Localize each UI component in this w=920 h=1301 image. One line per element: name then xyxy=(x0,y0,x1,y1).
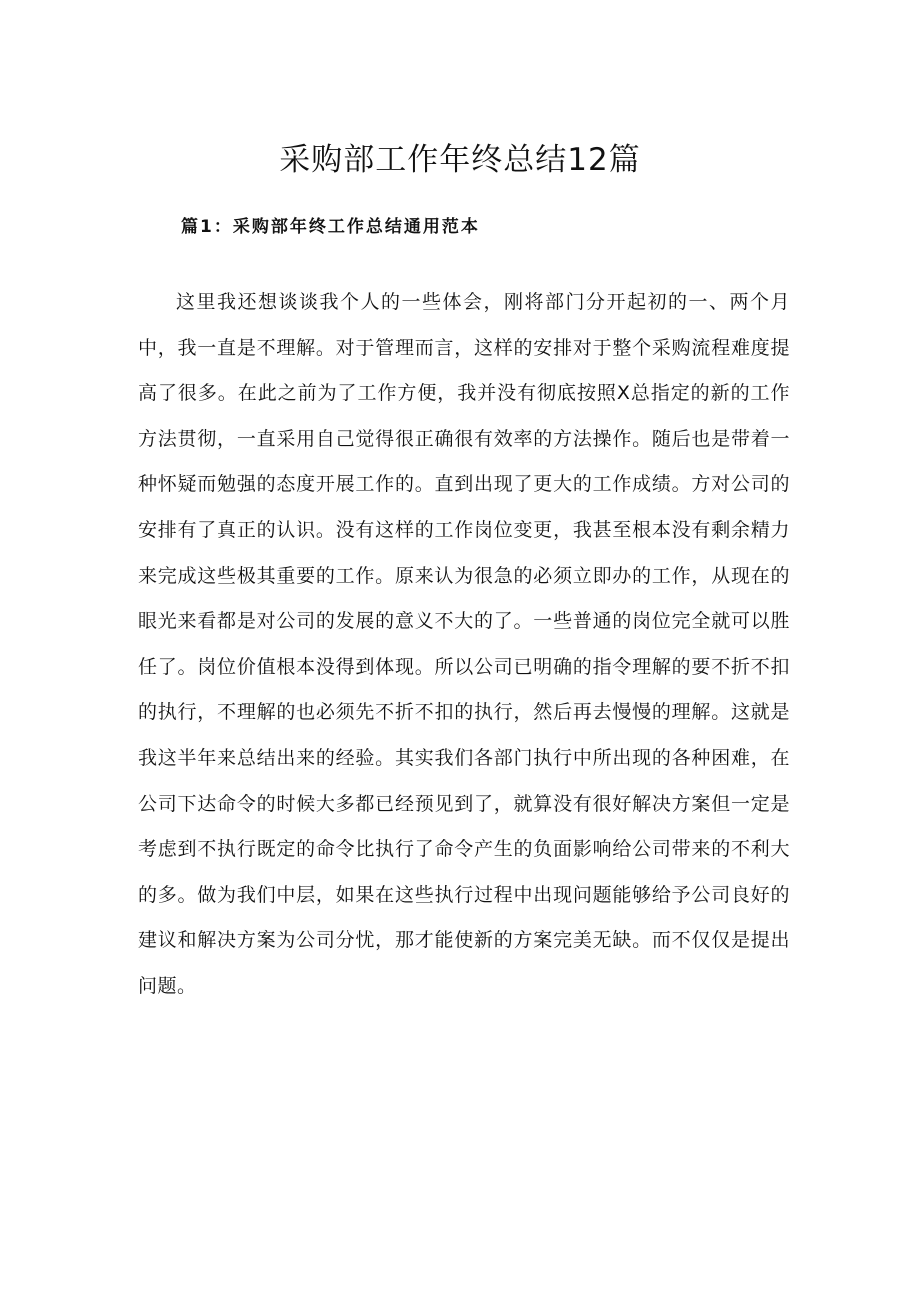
document-title: 采购部工作年终总结12篇 xyxy=(279,142,641,178)
section-heading: 篇1：采购部年终工作总结通用范本 xyxy=(181,217,480,237)
body-paragraph: 这里我还想谈谈我个人的一些体会，刚将部门分开起初的一、两个月中，我一直是不理解。对于管理而言，这样的安排对于整个采购流程难度提高了很多。在此之前为了工作方便，我并没有彻底按照X总指定的新的工作方法贯彻，一直采用自己觉得很正确很有效率的方法操作。随后也是带着一种怀疑而勉强的态度开展工作的。直到出现了更大的工作成绩。方对公司的安排有了真正的认识。没有这样的工作岗位变更，我甚至根本没有剩余精力来完成这些极其重要的工作。原来认为很急的必须立即办的工作，从现在的眼光来看都是对公司的发展的意义不大的了。一些普通的岗位完全就可以胜任了。岗位价值根本没得到体现。所以公司已明确的指令理解的要不折不扣的执行，不理解的也必须先不折不扣的执行，然后再去慢慢的理解。这就是我这半年来总结出来的经验。其实我们各部门执行中所出现的各种困难，在公司下达命令的时候大多都已经预见到了，就算没有很好解决方案但一定是考虑到不执行既定的命令比执行了命令产生的负面影响给公司带来的不利大的多。做为我们中层，如果在这些执行过程中出现问题能够给予公司良好的建议和解决方案为公司分忧，那才能使新的方案完美无缺。而不仅仅是提出问题。 xyxy=(138,291,790,997)
